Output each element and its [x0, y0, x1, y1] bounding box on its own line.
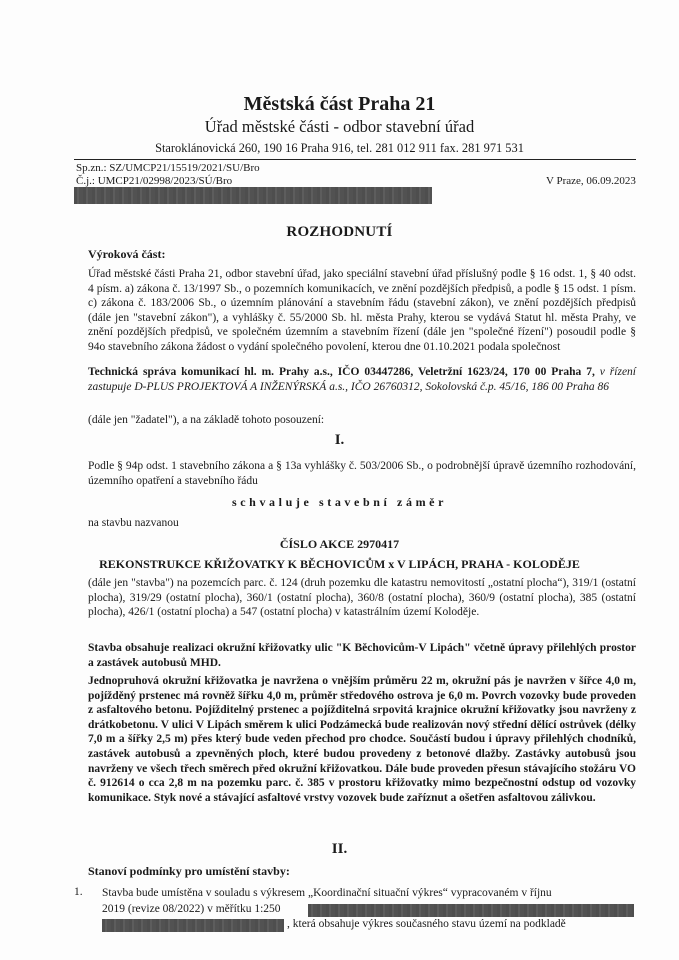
applicant-block: [88, 365, 636, 394]
description-paragraph: Jednopruhová okružní křižovatka je navržena o vnějším průměru 22 m, okružní pás je navržen v šířce 4,0 m, pojížděný prstenec má rovněž šířku 4,0 m, průměr středového ostrova je 6,0 m. Povrch vozovky bude proveden z asfaltového betonu. Pojížditelný prstenec a pojížditelná srpovitá krajnice okružní křižovatky jsou navrženy z drátkobetonu. V ulici V Lipách směrem k ulici Podzámecká bude realizován nový střední dělící ostrůvek (délky 7,0 m a šířky 2,5 m) přes který bude veden přechod pro chodce. Součástí budou i úpravy přilehlých chodníků, zastávek autobusů a zpevněných ploch, které budou provedeny z betonové dlažby. Zastávky autobusů jsou navrženy ve všech třech směrech před okružní křižovatkou. Dále bude proveden přesun stávajícího stožáru VO č. 912614 o cca 2,8 m na pozemku parc. č. 385 v prostoru křižovatky mimo bezpečnostní odstup od vozovky komunikace. Styk nové a stávající asfaltové vrstvy vozovek bude zaříznut a ošetřen asfaltovou zálivkou.: [88, 675, 636, 804]
document-title: ROZHODNUTÍ: [286, 224, 393, 240]
applicant-representative: v řízení zastupuje D-PLUS PROJEKTOVÁ A INŽENÝRSKÁ a.s., IČO 26760312, Sokolovská č.p. 45/16, 186 00 Praha 86: [88, 366, 637, 393]
action-name: REKONSTRUKCE KŘIŽOVATKY K BĚCHOVICŮM x V LIPÁCH, PRAHA - KOLODĚJE: [99, 557, 580, 571]
redaction-bar: [102, 919, 284, 932]
applicant-name: Technická správa komunikací hl. m. Prahy a.s., IČO 03447286, Veletržní 1623/24, 170 00 Praha 7,: [88, 366, 595, 378]
file-reference-number: Sp.zn.: SZ/UMCP21/15519/2021/SU/Bro: [76, 162, 260, 174]
legal-basis-paragraph: Podle § 94p odst. 1 stavebního zákona a § 13a vyhlášky č. 503/2006 Sb., o podrobnější úpravě územního rozhodování, územního opatření a stavebního řádu: [88, 460, 636, 487]
organization-subtitle: Úřad městské části - odbor stavební úřad: [204, 117, 475, 136]
organization-address: Staroklánovická 260, 190 16 Praha 916, tel. 281 012 911 fax. 281 971 531: [155, 141, 524, 155]
header-divider: [74, 159, 636, 160]
summary-paragraph: Stavba obsahuje realizaci okružní křižovatky ulic "K Běchovicům-V Lipách" včetně úpravy přilehlých prostor a zastávek autobusů MHD.: [88, 642, 636, 669]
condition-text-line2: 2019 (revize 08/2022) v měřítku 1:250: [102, 903, 281, 915]
conditions-label: Stanoví podmínky pro umístění stavby:: [88, 864, 290, 878]
named-building-label: na stavbu nazvanou: [88, 517, 179, 529]
condition-text-line1: Stavba bude umístěna v souladu s výkresem „Koordinační situační výkres“ vypracovaném v říjnu: [102, 887, 552, 899]
section-two-heading: II.: [331, 841, 348, 857]
redaction-bar: [308, 904, 634, 917]
verdict-label: Výroková část:: [88, 247, 166, 261]
condition-number: 1.: [74, 886, 83, 898]
document-reference-number: Č.j.: UMCP21/02998/2023/SÚ/Bro: [76, 175, 233, 187]
intro-paragraph: Úřad městské části Praha 21, odbor stavební úřad, jako speciální stavební úřad příslušný podle § 16 odst. 1, § 40 odst. 4 písm. a) zákona č. 13/1997 Sb., o pozemních komunikacích, ve znění pozdějších předpisů, a podle § 15 odst. 1 písm. c) zákona č. 183/2006 Sb., o územním plánování a stavebním řádu (stavební zákon), ve znění pozdějších předpisů (dále jen "stavební zákon"), a vyhlášky č. 55/2000 Sb. hl. města Prahy, kterou se vydává Statut hl. města Prahy, ve znění pozdějších předpisů, ve společném územním a stavebním řízení (dále jen "společné řízení") posoudil podle § 94o stavebního zákona žádost o vydání společného povolení, kterou dne 01.10.2021 podala společnost: [88, 268, 636, 353]
organization-title: Městská část Praha 21: [243, 93, 436, 115]
section-one-heading: I.: [334, 432, 345, 448]
approval-statement: schvaluje stavební záměr: [231, 495, 448, 509]
parcels-paragraph: (dále jen "stavba") na pozemcích parc. č. 124 (druh pozemku dle katastru nemovitostí „ostatní plocha“), 319/1 (ostatní plocha), 319/29 (ostatní plocha), 360/1 (ostatní plocha), 360/8 (ostatní plocha), 360/9 (ostatní plocha), 385 (ostatní plocha), 426/1 (ostatní plocha) a 547 (ostatní plocha) v katastrálním území Koloděje.: [88, 577, 636, 619]
applicant-note: (dále jen "žadatel"), a na základě tohoto posouzení:: [88, 414, 325, 426]
condition-text-line3: , která obsahuje výkres současného stavu území na podkladě: [287, 918, 566, 930]
action-number: ČÍSLO AKCE 2970417: [279, 537, 400, 551]
redaction-bar: [74, 187, 432, 204]
document-date: V Praze, 06.09.2023: [546, 175, 636, 187]
